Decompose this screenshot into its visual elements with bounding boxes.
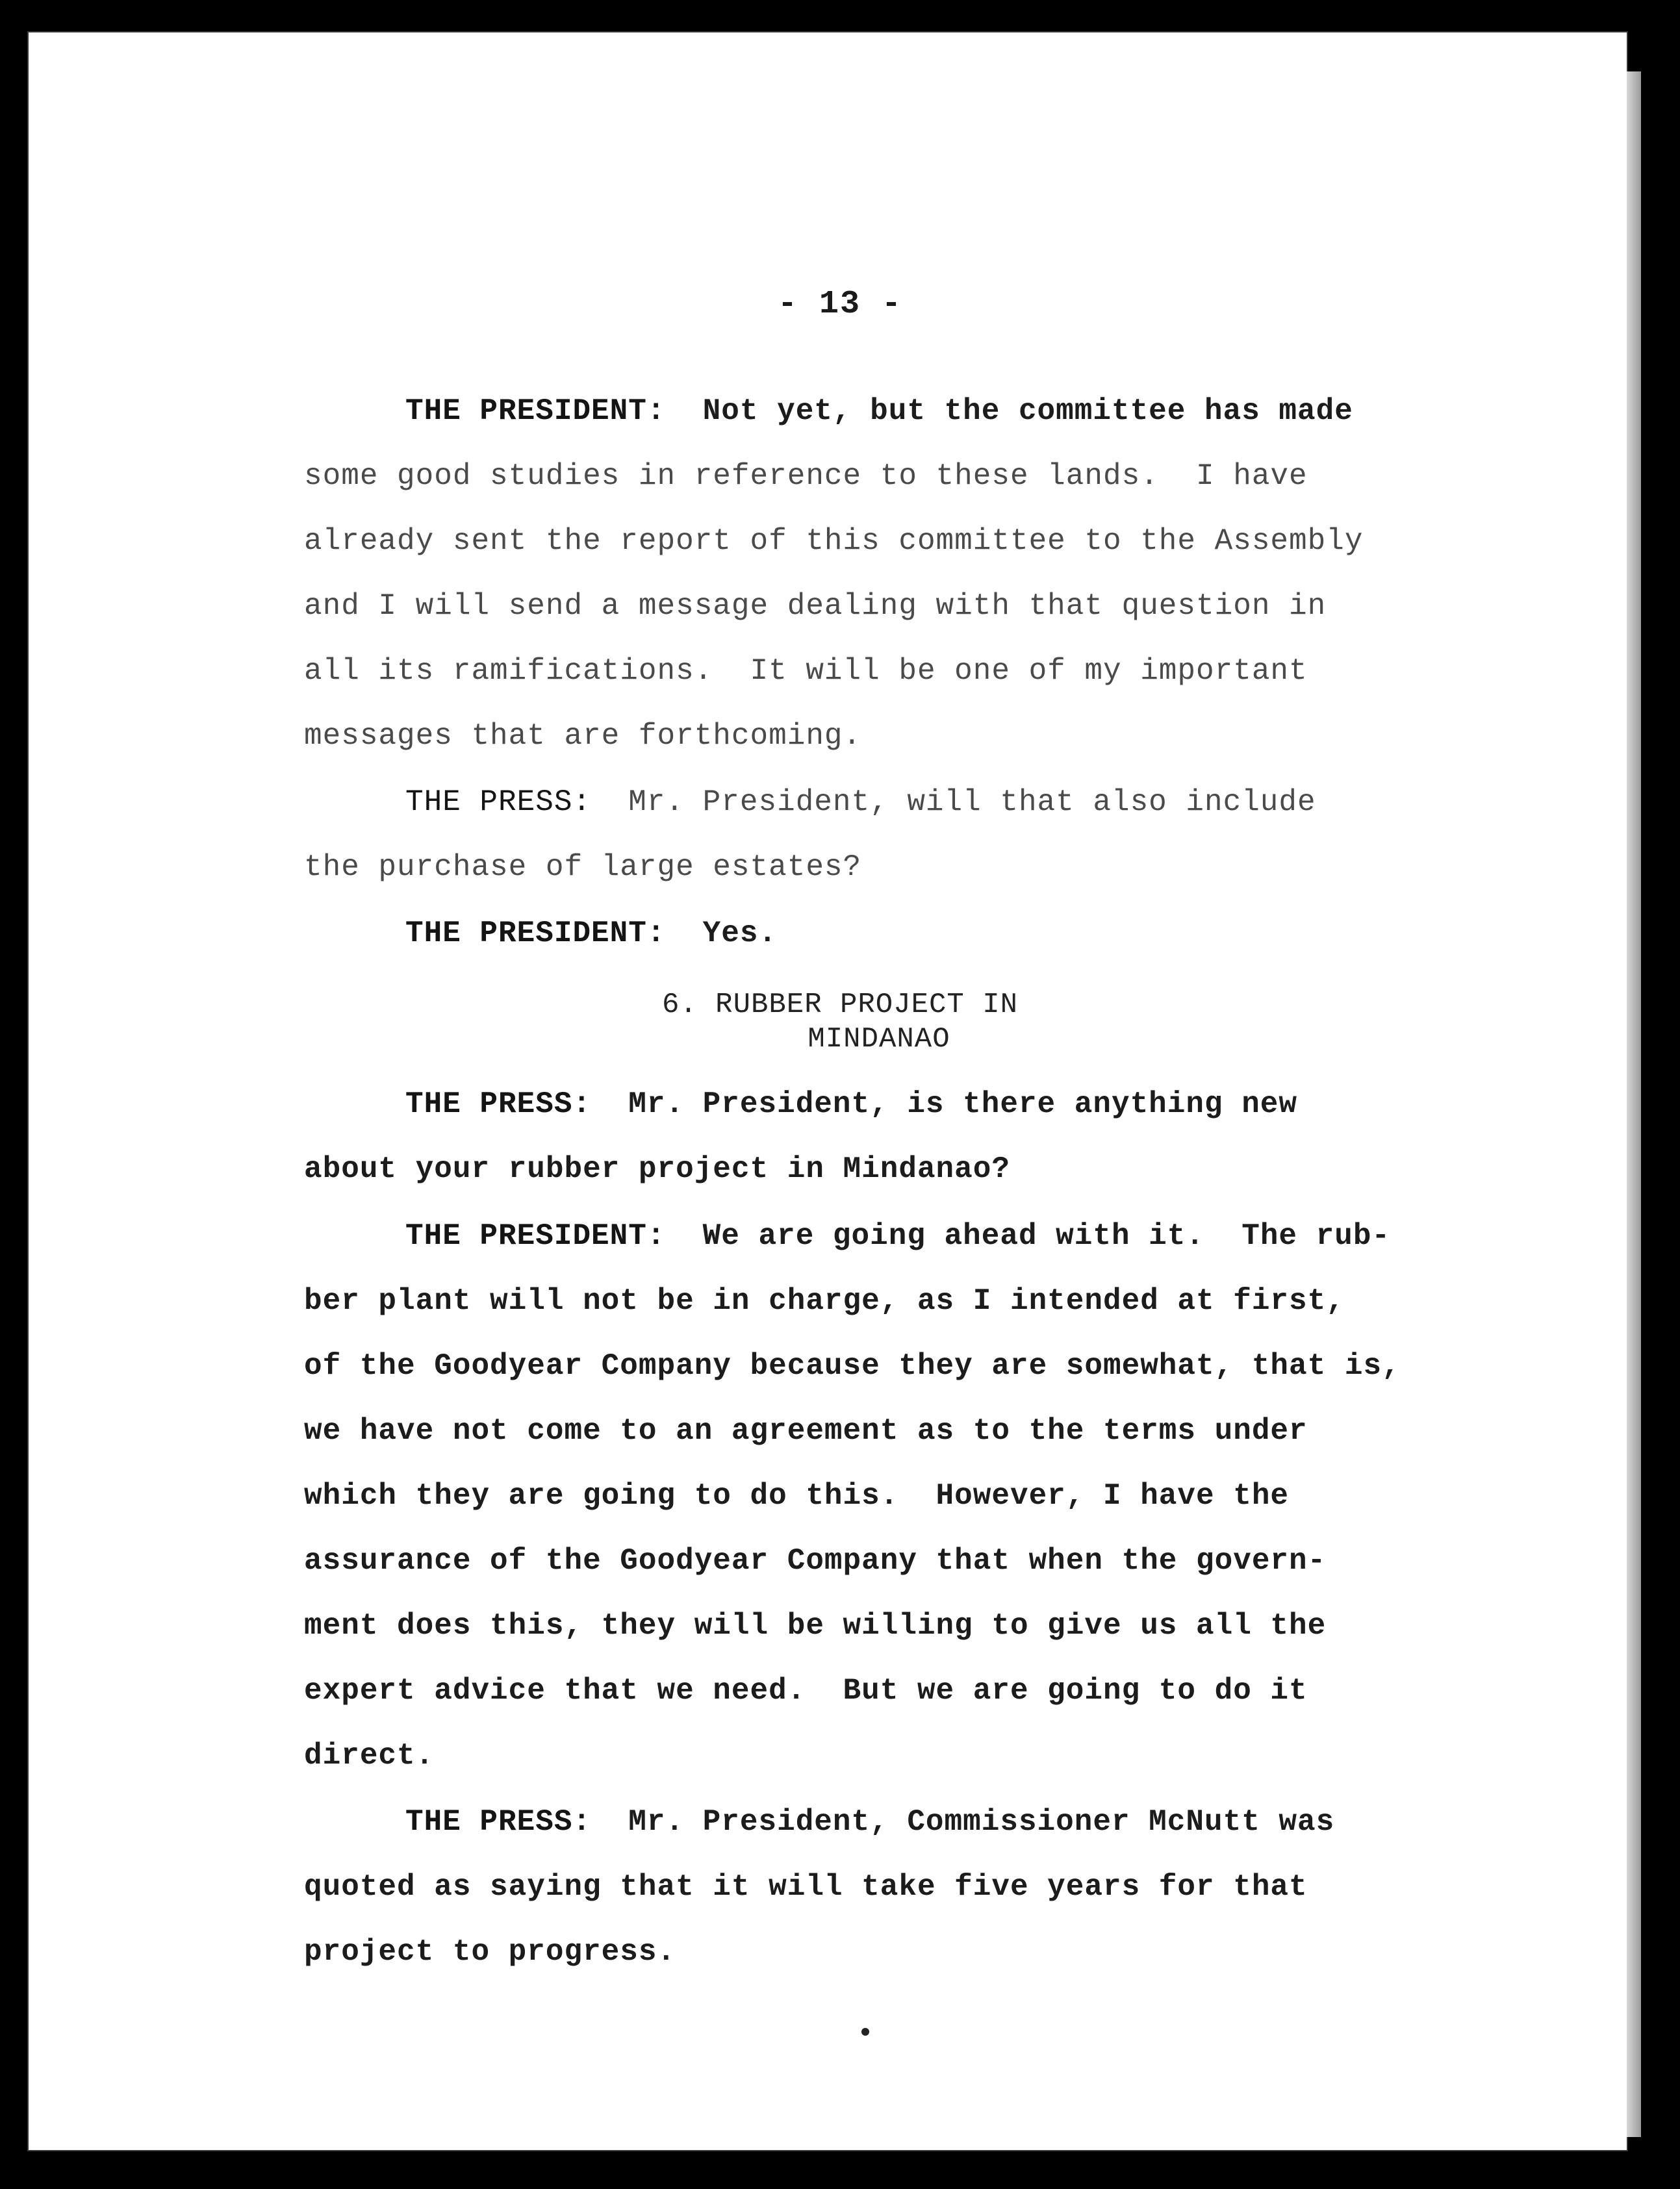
paragraph-5-line-9: direct. [304, 1739, 435, 1773]
paragraph-4-line-1 [405, 1072, 1297, 1137]
speaker-label: THE PRESS: [405, 1087, 592, 1121]
paragraph-4-line-2: about your rubber project in Mindanao? [304, 1152, 1010, 1186]
speaker-label: THE PRESIDENT: [405, 1219, 666, 1253]
paragraph-5-line-5: which they are going to do this. However, I have the [304, 1479, 1290, 1513]
paragraph-5-line-1 [405, 1204, 1390, 1269]
speaker-label: THE PRESIDENT: [405, 917, 666, 950]
page-edge-shadow [1627, 71, 1641, 2137]
paragraph-6-line-3: project to progress. [304, 1935, 676, 1969]
paragraph-5-line-7: ment does this, they will be willing to give us all the [304, 1609, 1327, 1643]
paragraph-1-line-5: all its ramifications. It will be one of my important [304, 654, 1308, 688]
line-text: Mr. President, Commissioner McNutt was [591, 1805, 1335, 1839]
speaker-label: THE PRESS: [405, 1805, 592, 1839]
paragraph-1-line-2: some good studies in reference to these lands. I have [304, 459, 1308, 493]
paragraph-2-line-1 [405, 770, 1316, 835]
page-dot-mark [861, 2028, 869, 2036]
paragraph-1-line-1 [405, 379, 1353, 444]
line-text: We are going ahead with it. The rub- [665, 1219, 1391, 1253]
paragraph-5-line-6: assurance of the Goodyear Company that when the govern- [304, 1544, 1327, 1578]
paragraph-3-line-1 [405, 901, 777, 966]
paragraph-5-line-8: expert advice that we need. But we are going to do it [304, 1674, 1308, 1708]
paragraph-6-line-1 [405, 1790, 1334, 1854]
section-heading-line-2: MINDANAO [808, 1023, 950, 1056]
paragraph-5-line-2: ber plant will not be in charge, as I intended at first, [304, 1284, 1345, 1318]
line-text: Mr. President, is there anything new [591, 1087, 1298, 1121]
paragraph-6-line-2: quoted as saying that it will take five years for that [304, 1870, 1308, 1904]
speaker-label: THE PRESS: [405, 785, 592, 819]
line-text: Mr. President, will that also include [591, 785, 1316, 819]
page-number: - 13 - [777, 286, 903, 323]
paragraph-1-line-4: and I will send a message dealing with that question in [304, 589, 1327, 623]
paragraph-1-line-3: already sent the report of this committee to the Assembly [304, 524, 1364, 558]
speaker-label: THE PRESIDENT: [405, 394, 666, 428]
paragraph-1-line-6: messages that are forthcoming. [304, 719, 862, 753]
paragraph-5-line-3: of the Goodyear Company because they are somewhat, that is, [304, 1349, 1401, 1383]
line-text: Not yet, but the committee has made [665, 394, 1353, 428]
paragraph-5-line-4: we have not come to an agreement as to the terms under [304, 1414, 1308, 1448]
paragraph-2-line-2: the purchase of large estates? [304, 850, 862, 884]
line-text: Yes. [665, 917, 778, 950]
section-heading-line-1: 6. RUBBER PROJECT IN [661, 989, 1019, 1021]
